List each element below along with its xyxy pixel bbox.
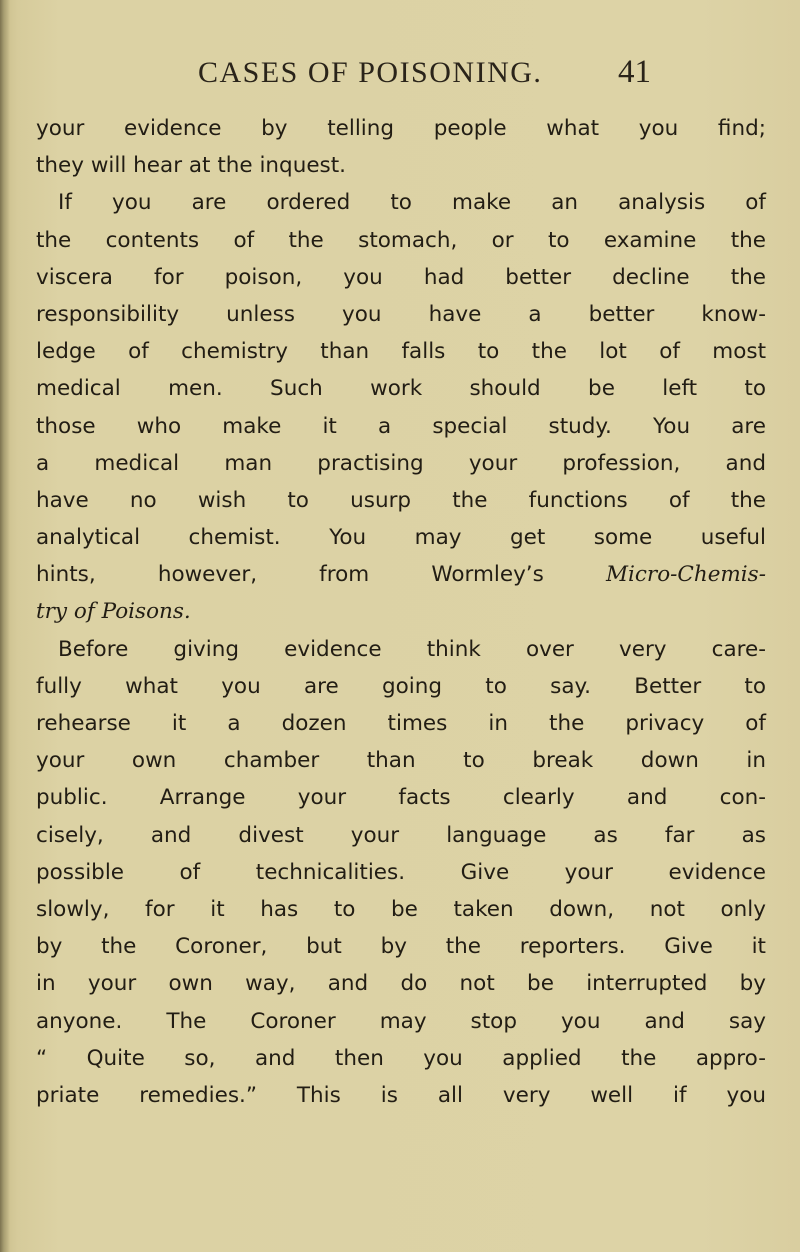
text-line: slowly, for it has to be taken down, not only [36,896,766,922]
text-line: possible of technicalities. Give your evidence [36,859,766,885]
text-line: the contents of the stomach, or to examine the [36,227,766,253]
text-line: in your own way, and do not be interrupted by [36,971,766,997]
text-line: cisely, and divest your language as far as [36,822,766,848]
book-title-italic-continued: try of Poisons. [36,599,191,625]
page-number: 41 [618,54,651,90]
text-line: they will hear at the inquest. [36,153,347,179]
text-line: fully what you are going to say. Better to [36,673,766,699]
text-line [36,593,766,630]
paragraph-start-line: Before giving evidence think over very care- [58,636,766,662]
text-line: medical men. Such work should be left to [36,376,766,402]
text-line: those who make it a special study. You are [36,413,766,439]
text-line: by the Coroner, but by the reporters. Give it [36,934,766,960]
text-line: your evidence by telling people what you find; [36,116,766,141]
text-line: responsibility unless you have a better know- [36,301,766,327]
page-header [198,56,758,104]
text-line-with-italic [36,556,766,593]
text-line: rehearse it a dozen times in the privacy of [36,711,766,736]
text-line: analytical chemist. You may get some useful [36,525,766,551]
book-title-italic: Micro-Chemis- [605,562,766,588]
body-text [36,110,766,1114]
text-line: anyone. The Coroner may stop you and say [36,1008,766,1034]
text-line: “ Quite so, and then you applied the appro- [36,1045,766,1071]
text-line: ledge of chemistry than falls to the lot of most [36,339,766,365]
text-line: public. Arrange your facts clearly and con- [36,785,766,811]
paragraph-start-line: If you are ordered to make an analysis of [58,190,766,216]
binding-edge [0,0,10,1252]
running-title: CASES OF POISONING. [198,56,543,89]
text-line: priate remedies.” This is all very well if you [36,1082,766,1108]
text-line: viscera for poison, you had better decline the [36,264,766,290]
text-line: a medical man practising your profession, and [36,450,766,476]
text-line-roman-part: hints, however, from Wormley’s [36,562,544,588]
text-line: have no wish to usurp the functions of the [36,487,766,513]
text-line: your own chamber than to break down in [36,748,766,774]
